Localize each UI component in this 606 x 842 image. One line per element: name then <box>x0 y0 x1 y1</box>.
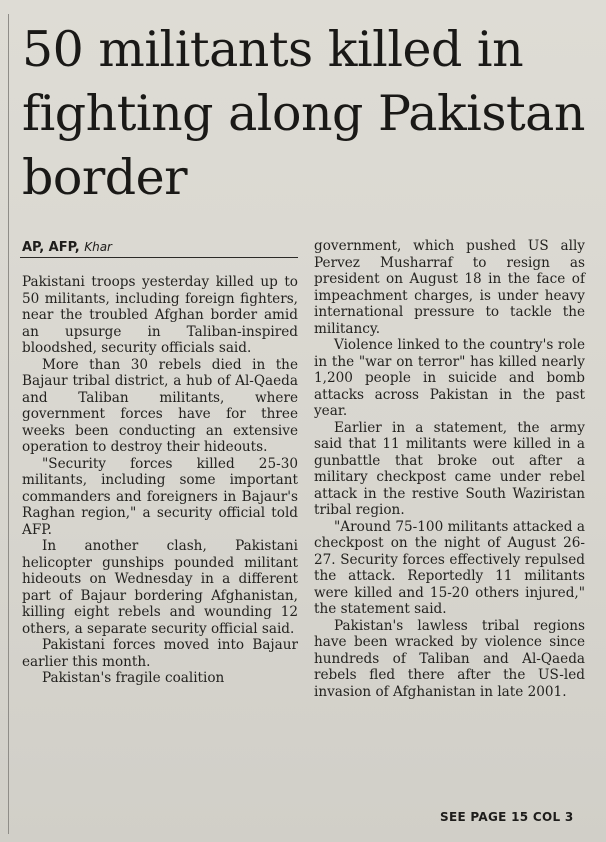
paragraph: Pakistan's fragile coalition <box>42 670 225 686</box>
headline: 50 militants killed in fighting along Pakistan border <box>22 21 585 206</box>
byline <box>22 240 112 255</box>
byline-agencies: AP, AFP, <box>22 240 80 255</box>
article-column-left <box>22 274 298 687</box>
article-column-right <box>314 238 585 700</box>
paragraph: Pakistan's lawless tribal regions have been wracked by violence since hundreds of Taliban and Al-Qaeda rebels fled there after the US-led invasion of Afghanistan in late 2001. <box>314 617 585 700</box>
byline-place: Khar <box>84 240 112 254</box>
continuation-jump-line: SEE PAGE 15 COL 3 <box>440 810 574 824</box>
paragraph: Earlier in a statement, the army said that 11 militants were killed in a gunbattle that broke out after a military checkpost came under rebel attack in the restive South Waziristan tribal region. <box>314 419 585 518</box>
byline-rule <box>20 257 298 258</box>
paragraph: "Around 75-100 militants attacked a checkpost on the night of August 26-27. Security forces effectively repulsed the attack. Reportedly 11 militants were killed and 15-20 others injured," the statement said. <box>314 518 585 617</box>
paragraph: More than 30 rebels died in the Bajaur tribal district, a hub of Al-Qaeda and Taliban militants, where government forces have for three weeks been conducting an extensive operation to destroy their hideouts. <box>22 356 298 455</box>
paragraph: "Security forces killed 25-30 militants, including some important commanders and foreigners in Bajaur's Raghan region," a security official told AFP. <box>22 455 298 538</box>
paragraph: government, which pushed US ally Pervez Musharraf to resign as president on August 18 in the face of impeachment charges, is under heavy international pressure to tackle the militancy. <box>314 238 585 337</box>
column-divider-line <box>8 14 9 834</box>
paragraph: In another clash, Pakistani helicopter gunships pounded militant hideouts on Wednesday in a different part of Bajaur bordering Afghanistan, killing eight rebels and wounding 12 others, a separate security official said. <box>22 538 298 637</box>
paragraph: Violence linked to the country's role in the "war on terror" has killed nearly 1,200 people in suicide and bomb attacks across Pakistan in the past year. <box>314 337 585 419</box>
paragraph: Pakistani forces moved into Bajaur earlier this month. <box>22 637 298 670</box>
paragraph: Pakistani troops yesterday killed up to 50 militants, including foreign fighters, near the troubled Afghan border amid an upsurge in Taliban-inspired bloodshed, security officials said. <box>22 274 298 356</box>
